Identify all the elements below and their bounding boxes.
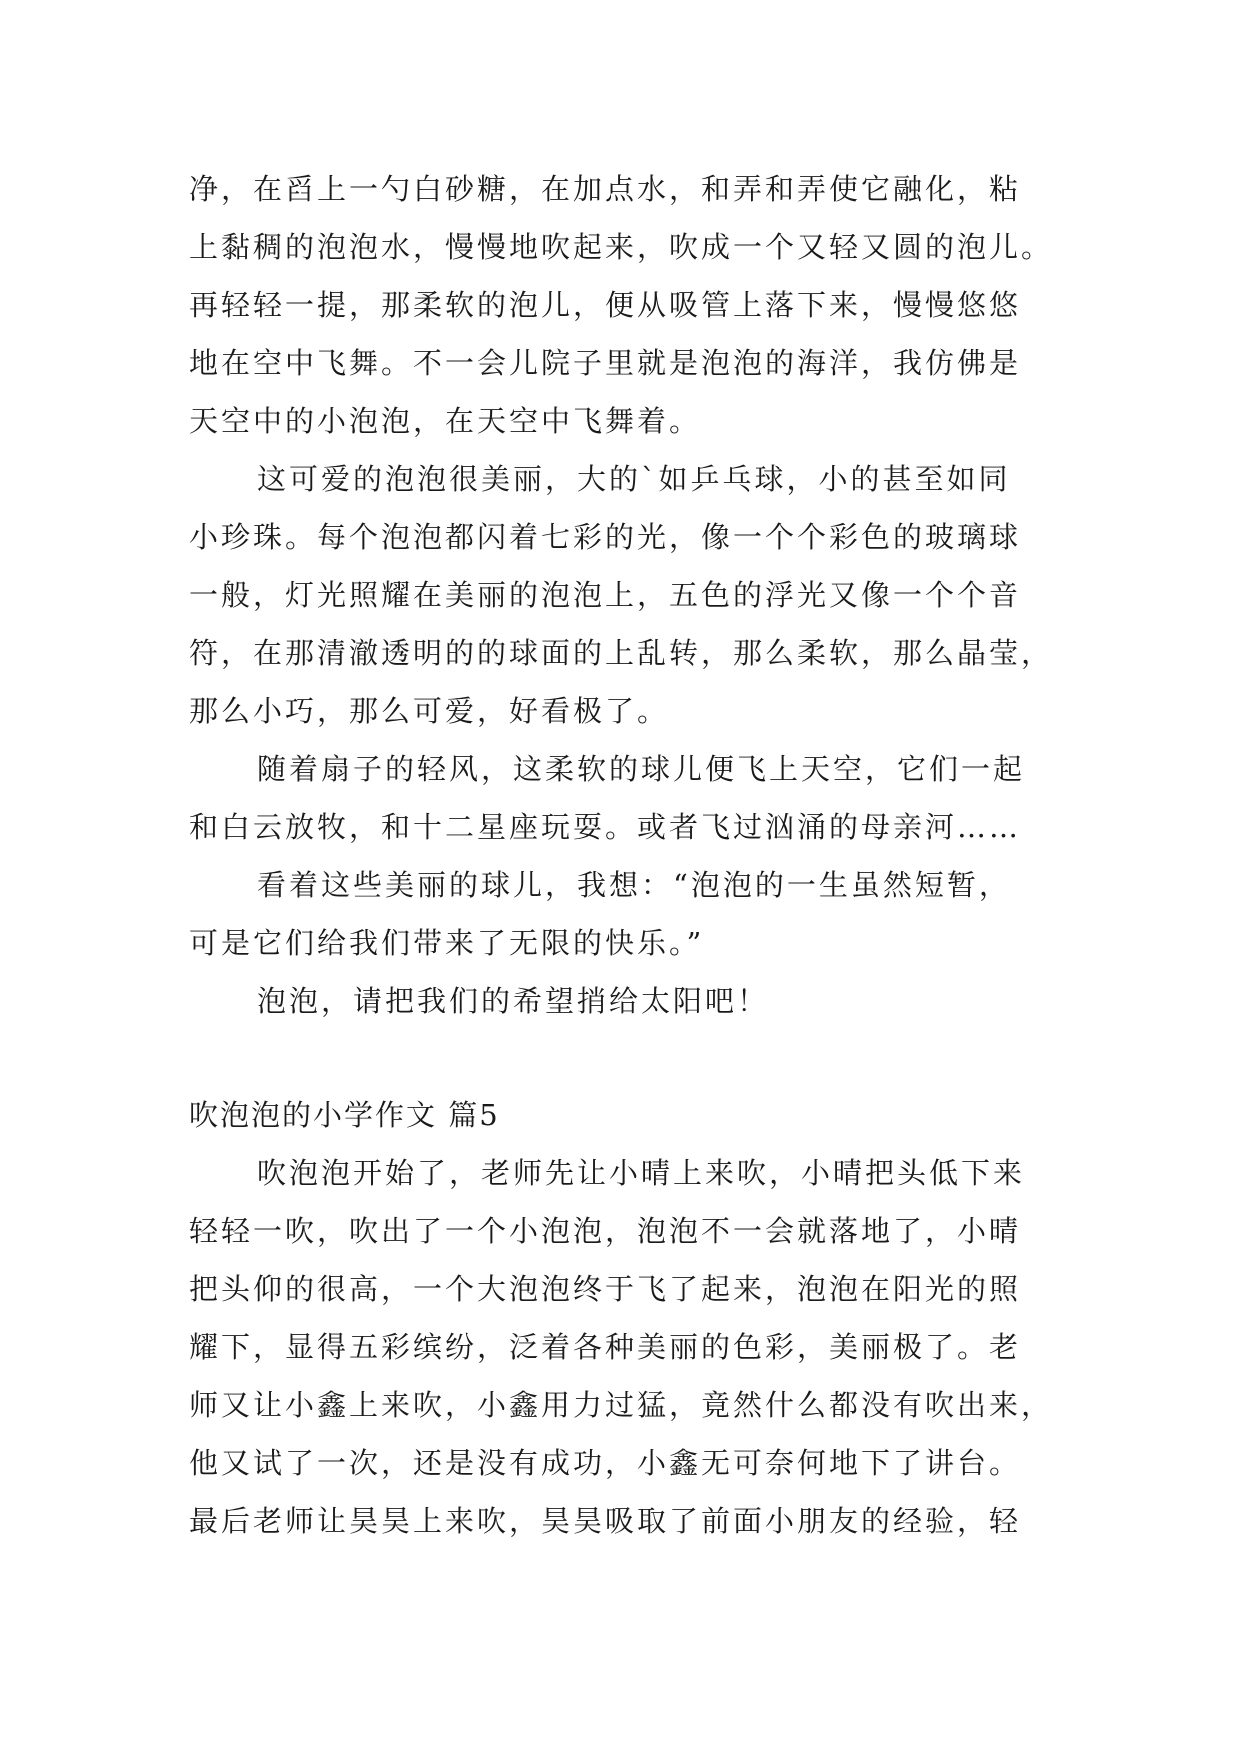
text-line: 那么小巧，那么可爱，好看极了。 <box>189 694 670 728</box>
paragraph <box>189 1144 1069 1550</box>
text-line: 和白云放牧，和十二星座玩耍。或者飞过汹涌的母亲河…… <box>189 810 1022 844</box>
section-spacer <box>189 1030 1069 1086</box>
text-line: 符，在那清澈透明的的球面的上乱转，那么柔软，那么晶莹， <box>189 636 1054 670</box>
text-line: 随着扇子的轻风，这柔软的球儿便飞上天空，它们一起 <box>257 752 1026 786</box>
text-line: 小珍珠。每个泡泡都闪着七彩的光，像一个个彩色的玻璃球 <box>189 520 1022 554</box>
text-line: 轻轻一吹，吹出了一个小泡泡，泡泡不一会就落地了，小晴 <box>189 1214 1022 1248</box>
paragraph <box>189 740 1069 856</box>
text-line: 师又让小鑫上来吹，小鑫用力过猛，竟然什么都没有吹出来， <box>189 1388 1054 1422</box>
text-line: 耀下，显得五彩缤纷，泛着各种美丽的色彩，美丽极了。老 <box>189 1330 1022 1364</box>
text-line: 上黏稠的泡泡水，慢慢地吹起来，吹成一个又轻又圆的泡儿。 <box>189 230 1054 264</box>
text-line: 可是它们给我们带来了无限的快乐。” <box>189 926 705 960</box>
text-line: 看着这些美丽的球儿，我想：“泡泡的一生虽然短暂， <box>257 868 1011 902</box>
paragraph <box>189 856 1069 972</box>
text-line: 再轻轻一提，那柔软的泡儿，便从吸管上落下来，慢慢悠悠 <box>189 288 1022 322</box>
essay-body <box>189 160 1069 1550</box>
paragraph <box>189 450 1069 740</box>
text-line: 天空中的小泡泡，在天空中飞舞着。 <box>189 404 702 438</box>
text-line: 泡泡，请把我们的希望捎给太阳吧！ <box>257 984 770 1018</box>
section-heading: 吹泡泡的小学作文 篇5 <box>189 1098 500 1132</box>
text-line: 净，在舀上一勺白砂糖，在加点水，和弄和弄使它融化，粘 <box>189 172 1022 206</box>
text-line: 地在空中飞舞。不一会儿院子里就是泡泡的海洋，我仿佛是 <box>189 346 1022 380</box>
text-line: 这可爱的泡泡很美丽，大的`如乒乓球，小的甚至如同 <box>257 462 1011 496</box>
text-line: 最后老师让昊昊上来吹，昊昊吸取了前面小朋友的经验，轻 <box>189 1504 1022 1538</box>
text-line: 他又试了一次，还是没有成功，小鑫无可奈何地下了讲台。 <box>189 1446 1022 1480</box>
text-line: 把头仰的很高，一个大泡泡终于飞了起来，泡泡在阳光的照 <box>189 1272 1022 1306</box>
text-line: 一般，灯光照耀在美丽的泡泡上，五色的浮光又像一个个音 <box>189 578 1022 612</box>
paragraph <box>189 160 1069 450</box>
text-line: 吹泡泡开始了，老师先让小晴上来吹，小晴把头低下来 <box>257 1156 1026 1190</box>
paragraph <box>189 972 1069 1030</box>
